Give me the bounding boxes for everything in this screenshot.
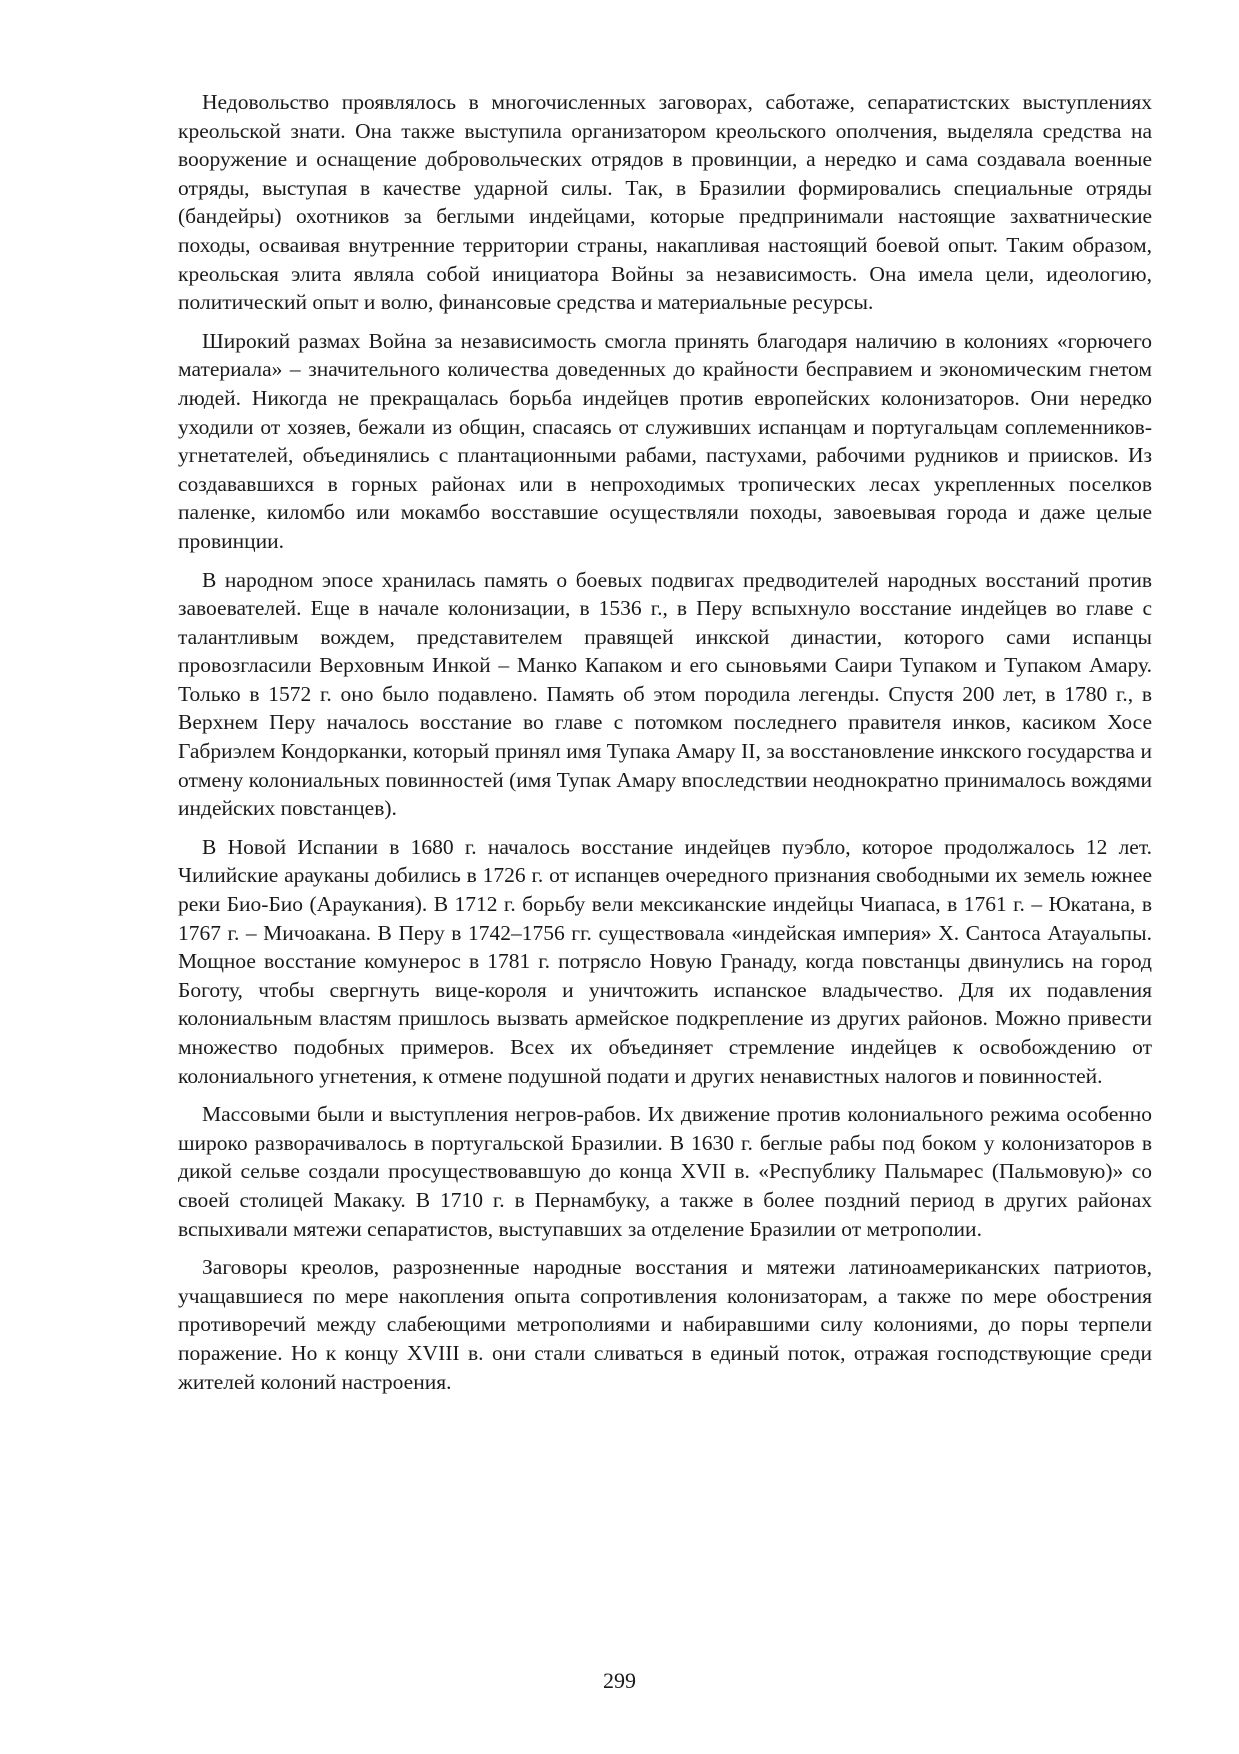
paragraph-6: Заговоры креолов, разрозненные народные восстания и мятежи латиноамериканских патриотов, учащавшиеся по мере накопления опыта сопротивления колонизаторам, а также по мере обострения противоречий между слабеющими метрополиями и набиравшими силу колониями, до поры терпели поражение. Но к концу XVIII в. они стали сливаться в единый поток, отражая господствующие среди жителей колоний настроения. [178, 1255, 1152, 1394]
paragraph-2: Широкий размах Война за независимость смогла принять благодаря наличию в колониях «горючего материала» – значительного количества доведенных до крайности бесправием и экономическим гнетом людей. Никогда не прекращалась борьба индейцев против европейских колонизаторов. Они нередко уходили от хозяев, бежали из общин, спасаясь от служивших испанцам и португальцам соплеменников-угнетателей, объединялись с плантационными рабами, пастухами, рабочими рудников и приисков. Из создававшихся в горных районах или в непроходимых тропических лесах укрепленных поселков паленке, киломбо или мокамбо восставшие осуществляли походы, завоевывая города и даже целые провинции. [178, 328, 1152, 553]
paragraph-5: Массовыми были и выступления негров-рабов. Их движение против колониального режима особенно широко разворачивалось в португальской Бразилии. В 1630 г. беглые рабы под боком у колонизаторов в дикой сельве создали просуществовавшую до конца XVII в. «Республику Пальмарес (Пальмовую)» со своей столицей Макаку. В 1710 г. в Пернамбуку, а также в более поздний период в других районах вспыхивали мятежи сепаратистов, выступавших за отделение Бразилии от метрополии. [178, 1102, 1152, 1241]
paragraph-4: В Новой Испании в 1680 г. началось восстание индейцев пуэбло, которое продолжалось 12 лет. Чилийские арауканы добились в 1726 г. от испанцев очередного признания свободными их земель южнее реки Био-Био (Араукания). В 1712 г. борьбу вели мексиканские индейцы Чиапаса, в 1761 г. – Юкатана, в 1767 г. – Мичоакана. В Перу в 1742–1756 гг. существовала «индейская империя» Х. Сантоса Атауальпы. Мощное восстание комунерос в 1781 г. потрясло Новую Гранаду, когда повстанцы двинулись на город Боготу, чтобы свергнуть вице-короля и уничтожить испанское владычество. Для их подавления колониальным властям пришлось вызвать армейское подкрепление из других районов. Можно привести множество подобных примеров. Всех их объединяет стремление индейцев к освобождению от колониального угнетения, к отмене подушной подати и других ненавистных налогов и повинностей. [178, 834, 1152, 1088]
page-number: 299 [603, 1668, 636, 1693]
paragraph-1: Недовольство проявлялось в многочисленных заговорах, саботаже, сепаратистских выступлениях креольской знати. Она также выступила организатором креольского ополчения, выделяла средства на вооружение и оснащение добровольческих отрядов в провинции, а нередко и сама создавала военные отряды, выступая в качестве ударной силы. Так, в Бразилии формировались специальные отряды (бандейры) охотников за беглыми индейцами, которые предпринимали настоящие захватнические походы, осваивая внутренние территории страны, накапливая настоящий боевой опыт. Таким образом, креольская элита являла собой инициатора Войны за независимость. Она имела цели, идеологию, политический опыт и волю, финансовые средства и материальные ресурсы. [178, 90, 1152, 315]
paragraph-3: В народном эпосе хранилась память о боевых подвигах предводителей народных восстаний против завоевателей. Еще в начале колонизации, в 1536 г., в Перу вспыхнуло восстание индейцев во главе с талантливым вождем, представителем правящей инкской династии, которого сами испанцы провозгласили Верховным Инкой – Манко Капаком и его сыновьями Саири Тупаком и Тупаком Амару. Только в 1572 г. оно было подавлено. Память об этом породила легенды. Спустя 200 лет, в 1780 г., в Верхнем Перу началось восстание во главе с потомком последнего правителя инков, касиком Хосе Габриэлем Кондорканки, который принял имя Тупака Амару II, за восстановление инкского государства и отмену колониальных повинностей (имя Тупак Амару впоследствии неоднократно принималось вождями индейских повстанцев). [178, 567, 1152, 821]
text-body [178, 88, 1152, 1406]
